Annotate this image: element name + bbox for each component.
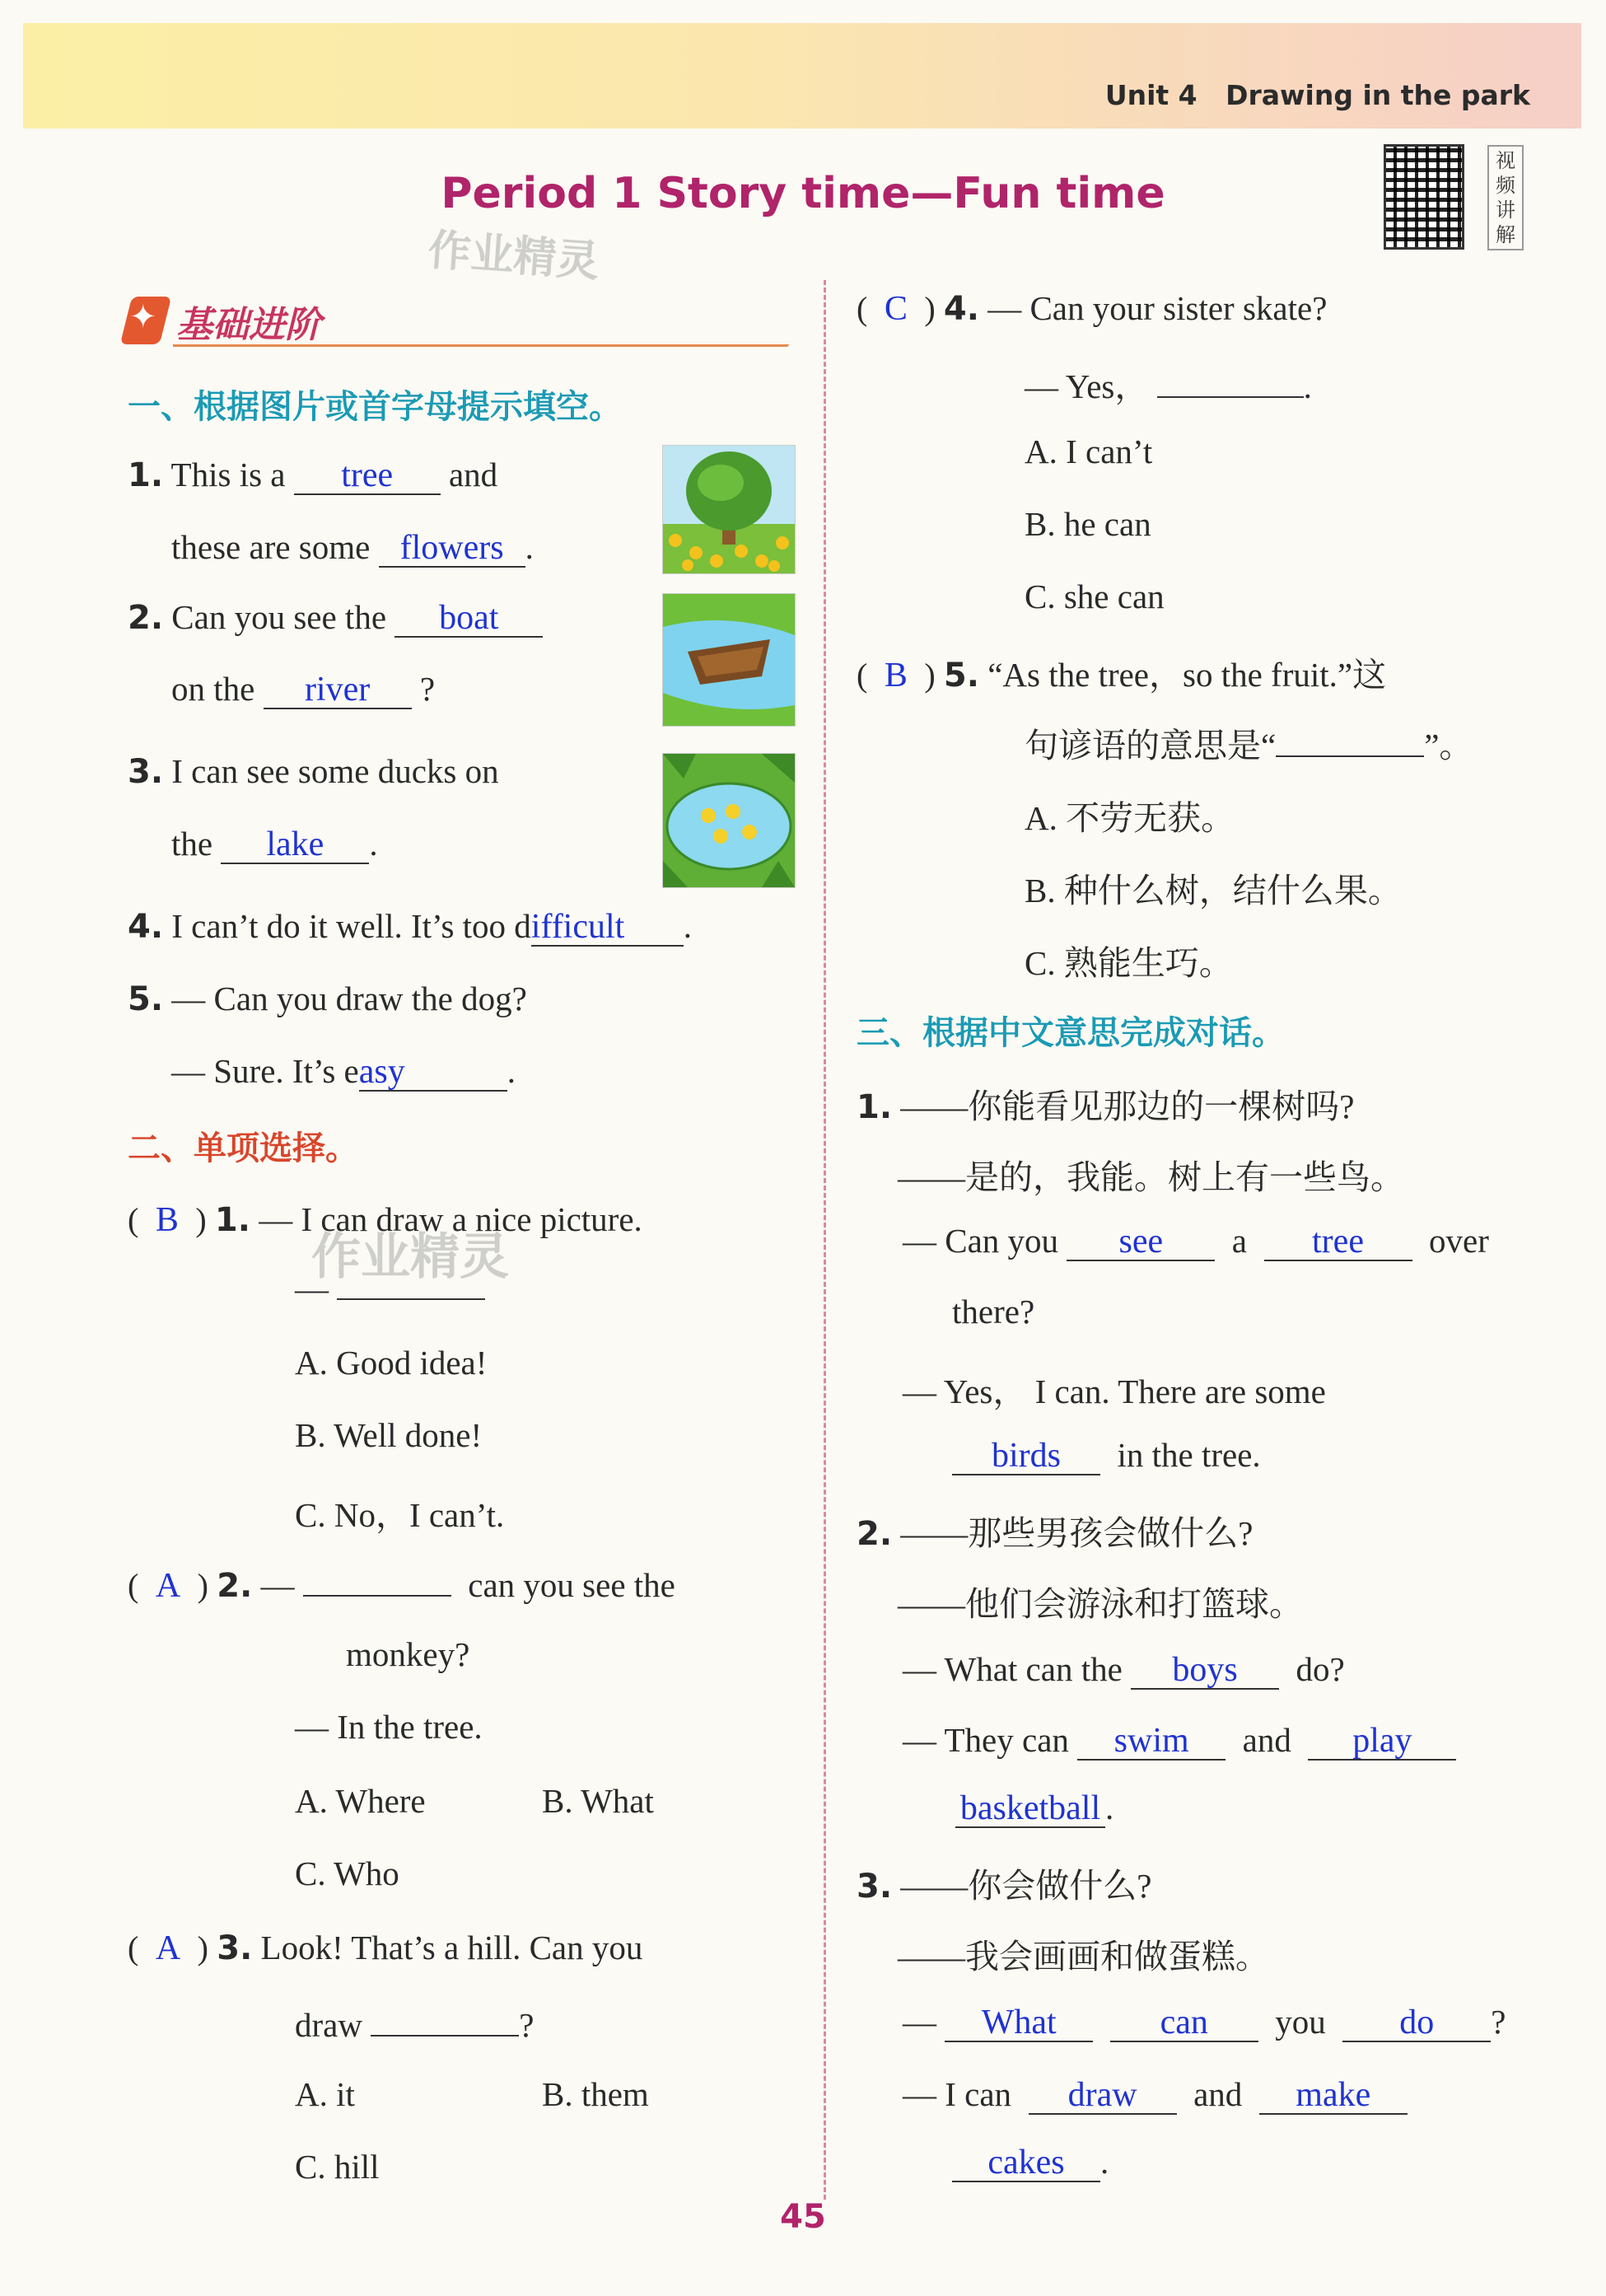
p2-q1-option-c: C. No，I can’t.	[295, 1496, 505, 1534]
p1-q3-line2: the lake .	[171, 825, 378, 863]
p2-q2-option-c: C. Who	[295, 1854, 399, 1892]
p1-q1-answer2[interactable]: flowers	[379, 530, 525, 568]
p2-q1-line1: ( B ) 1. — I can draw a nice picture.	[128, 1200, 642, 1239]
p3-q3-answer5[interactable]: make	[1259, 2077, 1408, 2115]
p1-q5-line1: 5. — Can you draw the dog?	[128, 980, 527, 1018]
p2-q3-line2: draw ?	[295, 2002, 534, 2045]
p3-q2-cn1: 2. ——那些男孩会做什么?	[857, 1514, 1254, 1553]
p3-q1-line1b: there?	[952, 1293, 1035, 1330]
p3-q3-answer1[interactable]: What	[945, 2004, 1093, 2042]
p2-q4-line1: ( C ) 4. — Can your sister skate?	[857, 289, 1328, 328]
p1-q2-answer1[interactable]: boat	[394, 600, 543, 638]
page-number: 45	[780, 2198, 826, 2236]
p3-q2-answer1[interactable]: boys	[1131, 1652, 1279, 1690]
p2-q4-option-b: B. he can	[1025, 505, 1151, 543]
p3-q1-cn2: ——是的，我能。树上有一些鸟。	[898, 1158, 1404, 1196]
p3-q3-answer2[interactable]: can	[1110, 2004, 1258, 2042]
p3-q3-answer3[interactable]: do	[1342, 2004, 1491, 2042]
p3-q1-line1: — Can you see a tree over	[903, 1222, 1489, 1260]
watermark: 作业精灵	[311, 1228, 509, 1286]
page-title: Period 1 Story time—Fun time	[441, 169, 1165, 218]
p2-q3-option-c: C. hill	[295, 2148, 380, 2186]
p1-q5-answer[interactable]: asy	[359, 1054, 507, 1092]
p3-q2-answer4[interactable]: basketball	[955, 1790, 1105, 1828]
p3-q1-line2: — Yes， I can. There are some	[903, 1372, 1326, 1410]
p2-q3-option-b: B. them	[542, 2075, 649, 2113]
p3-q3-line1: — What can you do ?	[903, 2003, 1506, 2041]
column-divider	[824, 280, 826, 2200]
p2-q5-line2: 句谚语的意思是“ ”。	[1025, 718, 1473, 767]
p3-q3-cn1: 3. ——你会做什么?	[857, 1867, 1152, 1906]
p2-q2-option-b: B. What	[542, 1782, 654, 1820]
p2-q4-reply: — Yes， .	[1025, 359, 1312, 408]
tree-flowers-picture	[662, 445, 796, 574]
p2-q2-line1: ( A ) 2. — can you see the	[128, 1562, 675, 1606]
video-explain-label[interactable]: 视 频 讲 解	[1487, 145, 1524, 250]
part2-title: 二、单项选择。	[128, 1129, 358, 1167]
p1-q4-answer[interactable]: ifficult	[531, 909, 684, 947]
p3-q3-cn2: ——我会画画和做蛋糕。	[898, 1938, 1269, 1976]
p2-q5-blank[interactable]	[1276, 722, 1424, 757]
p1-q2-line1: 2. Can you see the boat	[128, 597, 543, 638]
p2-q3-answer[interactable]: A	[155, 1929, 181, 1967]
p2-q2-blank[interactable]	[303, 1562, 451, 1597]
p1-q5-line2: — Sure. It’s easy .	[171, 1052, 516, 1091]
p2-q5-line1: ( B ) 5. “As the tree，so the fruit.”这	[857, 656, 1387, 694]
p2-q5-option-c: C. 熟能生巧。	[1025, 944, 1233, 982]
p3-q2-answer2[interactable]: swim	[1077, 1723, 1226, 1761]
part3-title: 三、根据中文意思完成对话。	[857, 1014, 1285, 1052]
qr-code-icon[interactable]	[1384, 144, 1464, 250]
p1-q2-line2: on the river ?	[171, 670, 436, 708]
boat-river-picture	[662, 593, 796, 727]
p3-q3-line2b: cakes .	[952, 2142, 1109, 2182]
p1-q2-answer2[interactable]: river	[264, 671, 412, 709]
p2-q5-option-a: A. 不劳无获。	[1025, 799, 1235, 837]
p2-q2-reply: — In the tree.	[295, 1708, 483, 1746]
section-title: 基础进阶	[176, 304, 321, 346]
p2-q4-option-a: A. I can’t	[1025, 433, 1153, 470]
p2-q3-option-a: A. it	[295, 2075, 355, 2113]
p2-q3-line1: ( A ) 3. Look! That’s a hill. Can you	[128, 1929, 643, 1967]
p2-q4-blank[interactable]	[1157, 363, 1304, 398]
p1-q4: 4. I can’t do it well. It’s too difficult .	[128, 907, 693, 946]
p2-q5-answer[interactable]: B	[884, 657, 908, 694]
p1-q1-line2: these are some flowers .	[171, 528, 534, 567]
p2-q2-line2: monkey?	[346, 1635, 470, 1673]
p1-q3-line1: 3. I can see some ducks on	[128, 752, 499, 791]
p3-q2-line2b: basketball .	[955, 1788, 1113, 1828]
p2-q1-answer[interactable]: B	[155, 1201, 179, 1239]
part1-title: 一、根据图片或首字母提示填空。	[128, 388, 622, 426]
p2-q1-blank[interactable]	[337, 1265, 485, 1300]
p2-q1-option-a: A. Good idea!	[295, 1344, 488, 1382]
p3-q3-answer6[interactable]: cakes	[952, 2144, 1100, 2182]
p3-q2-answer3[interactable]: play	[1308, 1723, 1456, 1761]
p2-q5-option-b: B. 种什么树，结什么果。	[1025, 872, 1402, 910]
p1-q1-answer1[interactable]: tree	[294, 457, 441, 495]
p2-q2-answer[interactable]: A	[155, 1567, 181, 1605]
p1-q3-answer[interactable]: lake	[221, 826, 369, 864]
header-band	[23, 23, 1581, 129]
p3-q1-line2b: birds in the tree.	[952, 1435, 1261, 1475]
p3-q3-answer4[interactable]: draw	[1029, 2077, 1177, 2115]
ducks-lake-picture	[662, 753, 796, 888]
p3-q2-line1: — What can the boys do?	[903, 1650, 1345, 1689]
p2-q4-option-c: C. she can	[1025, 578, 1165, 615]
p1-q1-line1: 1. This is a tree and	[128, 456, 498, 494]
p3-q1-answer3[interactable]: birds	[952, 1438, 1100, 1475]
p2-q2-option-a: A. Where	[295, 1782, 426, 1820]
p3-q2-cn2: ——他们会游泳和打篮球。	[898, 1585, 1303, 1623]
watermark: 作业精灵	[426, 225, 601, 288]
p2-q3-blank[interactable]	[371, 2002, 519, 2036]
section-underline	[173, 344, 789, 347]
p3-q1-cn1: 1. ——你能看见那边的一棵树吗?	[857, 1087, 1355, 1126]
p2-q1-reply: —	[295, 1265, 485, 1308]
runner-icon: ✦	[129, 298, 157, 336]
p3-q2-line2: — They can swim and play	[903, 1720, 1456, 1761]
p2-q4-answer[interactable]: C	[884, 290, 908, 328]
p3-q3-line2: — I can draw and make	[903, 2074, 1408, 2115]
p2-q1-option-b: B. Well done!	[295, 1416, 483, 1454]
unit-label: Unit 4 Drawing in the park	[1104, 79, 1530, 111]
p3-q1-answer1[interactable]: see	[1067, 1223, 1215, 1261]
p3-q1-answer2[interactable]: tree	[1264, 1223, 1412, 1261]
